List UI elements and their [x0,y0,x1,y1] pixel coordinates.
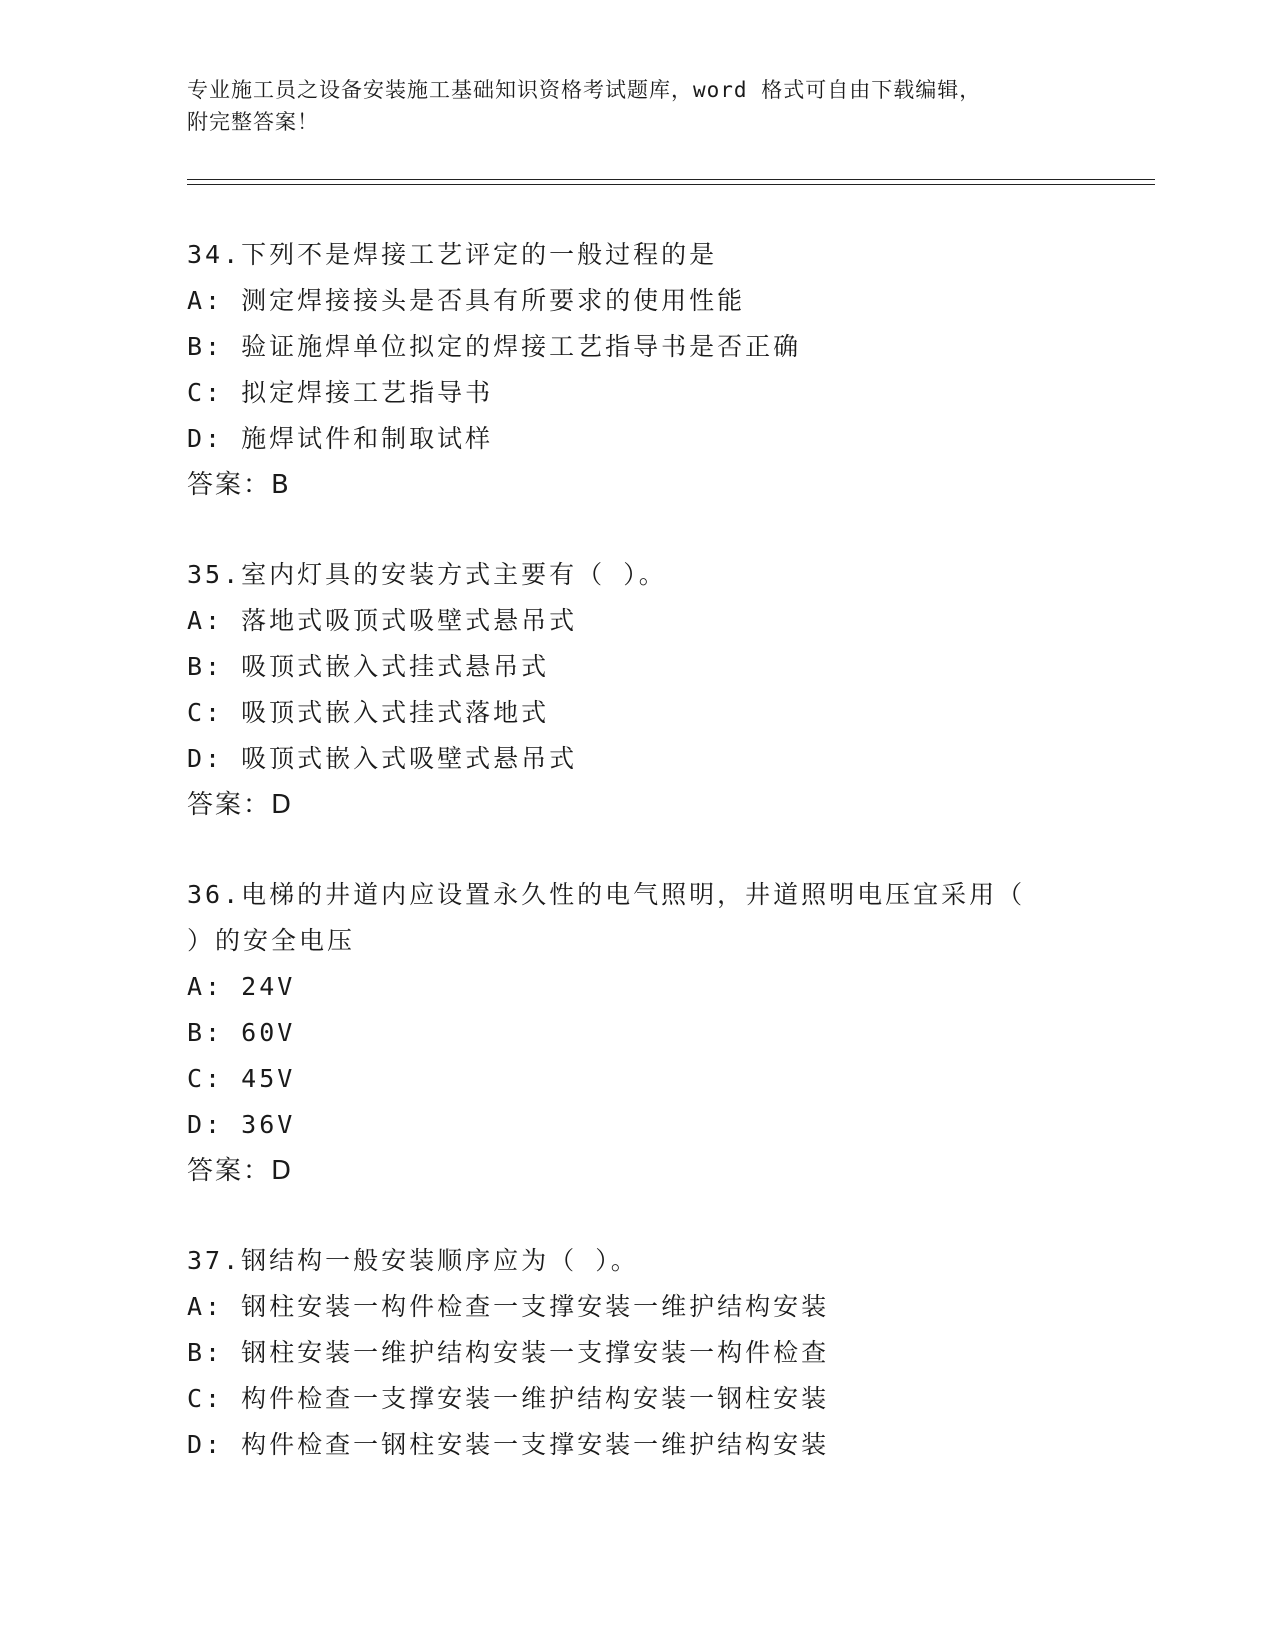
question-stem: 35.室内灯具的安装方式主要有（ ）。 [187,560,667,589]
question-stem: 34.下列不是焊接工艺评定的一般过程的是 [187,240,718,269]
option-d: D: 施焊试件和制取试样 [187,424,494,453]
option-c: C: 吸顶式嵌入式挂式落地式 [187,698,550,727]
question-stem: 36.电梯的井道内应设置永久性的电气照明，井道照明电压宜采用（ ）的安全电压 [187,880,1026,955]
option-b: B: 钢柱安装一维护结构安装一支撑安装一构件检查 [187,1338,830,1367]
option-a: A: 测定焊接接头是否具有所要求的使用性能 [187,286,746,315]
header-rule-bottom [187,184,1155,185]
document-header: 专业施工员之设备安装施工基础知识资格考试题库，word 格式可自由下载编辑， 附完整答案！ [187,78,982,134]
option-a: A: 钢柱安装一构件检查一支撑安装一维护结构安装 [187,1292,830,1321]
answer: 答案：B [187,470,291,500]
option-d: D: 构件检查一钢柱安装一支撑安装一维护结构安装 [187,1430,830,1459]
answer: 答案：D [187,790,294,820]
question-36 [187,872,1087,1194]
option-a: A: 落地式吸顶式吸壁式悬吊式 [187,606,578,635]
option-a: A: 24V [187,972,296,1001]
option-d: D: 吸顶式嵌入式吸壁式悬吊式 [187,744,578,773]
question-35 [187,552,1087,828]
answer: 答案：D [187,1156,294,1186]
question-stem: 37.钢结构一般安装顺序应为（ ）。 [187,1246,639,1275]
question-37 [187,1238,1087,1468]
option-c: C: 拟定焊接工艺指导书 [187,378,494,407]
option-d: D: 36V [187,1110,296,1139]
question-34 [187,232,1087,508]
option-b: B: 验证施焊单位拟定的焊接工艺指导书是否正确 [187,332,802,361]
option-b: B: 60V [187,1018,296,1047]
option-c: C: 构件检查一支撑安装一维护结构安装一钢柱安装 [187,1384,830,1413]
option-c: C: 45V [187,1064,296,1093]
option-b: B: 吸顶式嵌入式挂式悬吊式 [187,652,550,681]
header-rule-top [187,179,1155,180]
